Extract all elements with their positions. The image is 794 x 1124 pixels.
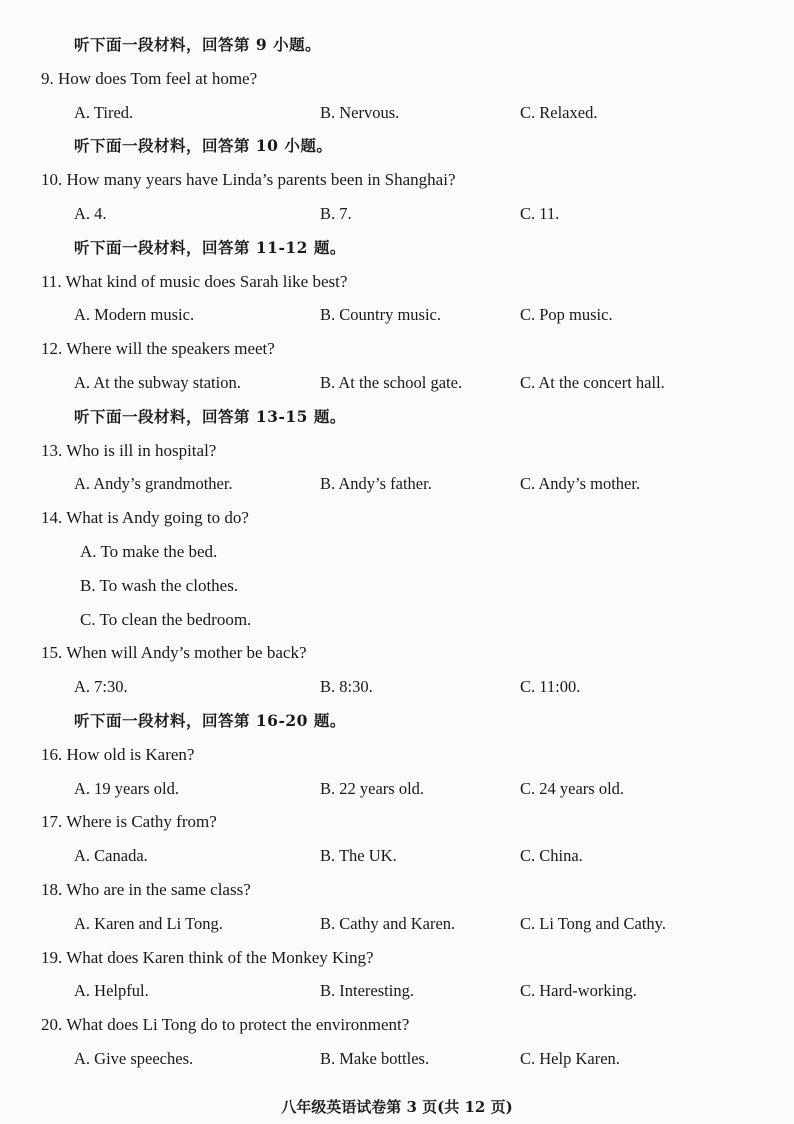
answer-option: A. 7:30. bbox=[74, 677, 128, 697]
answer-options-row bbox=[0, 298, 794, 332]
question-text: 12. Where will the speakers meet? bbox=[41, 339, 275, 359]
answer-options-row bbox=[0, 467, 794, 501]
answer-option: C. 11:00. bbox=[520, 677, 581, 697]
answer-option: B. Interesting. bbox=[320, 981, 414, 1001]
answer-option: B. Andy’s father. bbox=[320, 474, 432, 494]
answer-option: B. Cathy and Karen. bbox=[320, 913, 456, 933]
answer-option: A. Helpful. bbox=[74, 981, 149, 1001]
question-text: 16. How old is Karen? bbox=[41, 744, 195, 764]
section-instruction: 听下面一段材料，回答第 13-15 题。 bbox=[74, 406, 346, 426]
page-footer: 八年级英语试卷第 3 页(共 12 页) bbox=[281, 1098, 513, 1116]
answer-option: A. Give speeches. bbox=[74, 1049, 194, 1068]
answer-option: C. Relaxed. bbox=[520, 102, 598, 122]
answer-option: A. At the subway station. bbox=[74, 373, 241, 392]
answer-option: A. Andy’s grandmother. bbox=[74, 474, 233, 494]
answer-option: C. Li Tong and Cathy. bbox=[520, 913, 666, 933]
answer-option: B. Make bottles. bbox=[320, 1049, 430, 1068]
answer-options-row bbox=[0, 1042, 794, 1076]
answer-option: B. 7. bbox=[320, 204, 352, 223]
section-instruction: 听下面一段材料，回答第 11-12 题。 bbox=[74, 237, 346, 257]
answer-option: A. To make the bed. bbox=[80, 542, 218, 561]
answer-option: C. To clean the bedroom. bbox=[80, 609, 252, 629]
answer-options-row bbox=[0, 366, 794, 400]
answer-option: A. 4. bbox=[74, 204, 107, 223]
question-text: 19. What does Karen think of the Monkey King? bbox=[41, 947, 374, 967]
question-text: 20. What does Li Tong do to protect the environment? bbox=[41, 1015, 410, 1035]
answer-option: C. 24 years old. bbox=[520, 778, 625, 798]
question-text: 14. What is Andy going to do? bbox=[41, 508, 249, 528]
question-text: 15. When will Andy’s mother be back? bbox=[41, 643, 307, 663]
answer-option: C. 11. bbox=[520, 204, 560, 223]
answer-options-row bbox=[0, 772, 794, 806]
answer-options-row bbox=[0, 197, 794, 231]
answer-options-row bbox=[0, 907, 794, 941]
question-text: 13. Who is ill in hospital? bbox=[41, 440, 217, 460]
question-text: 11. What kind of music does Sarah like best? bbox=[41, 271, 348, 291]
answer-options-row bbox=[0, 974, 794, 1008]
answer-options-row bbox=[0, 96, 794, 130]
question-text: 9. How does Tom feel at home? bbox=[41, 68, 258, 88]
answer-options-row bbox=[0, 670, 794, 704]
answer-option: B. Country music. bbox=[320, 305, 442, 325]
question-text: 17. Where is Cathy from? bbox=[41, 812, 217, 832]
answer-option: C. China. bbox=[520, 846, 583, 866]
question-text: 18. Who are in the same class? bbox=[41, 880, 251, 899]
section-instruction: 听下面一段材料，回答第 16-20 题。 bbox=[74, 711, 346, 730]
answer-option: B. At the school gate. bbox=[320, 373, 463, 392]
answer-option: A. Modern music. bbox=[74, 305, 195, 325]
answer-option: B. 22 years old. bbox=[320, 778, 425, 798]
section-instruction: 听下面一段材料，回答第 9 小题。 bbox=[74, 35, 322, 54]
answer-option: A. Tired. bbox=[74, 102, 134, 122]
answer-option: B. To wash the clothes. bbox=[80, 575, 239, 595]
answer-option: C. Help Karen. bbox=[520, 1049, 620, 1068]
answer-option: B. Nervous. bbox=[320, 102, 400, 122]
answer-option: C. Pop music. bbox=[520, 305, 613, 325]
answer-option: C. Hard-working. bbox=[520, 981, 637, 1001]
question-text: 10. How many years have Linda’s parents been in Shanghai? bbox=[41, 170, 456, 190]
answer-option: A. 19 years old. bbox=[74, 778, 179, 798]
answer-options-row bbox=[0, 839, 794, 873]
answer-option: A. Canada. bbox=[74, 846, 148, 866]
answer-option: C. Andy’s mother. bbox=[520, 474, 641, 494]
answer-option: B. The UK. bbox=[320, 846, 397, 866]
section-instruction: 听下面一段材料，回答第 10 小题。 bbox=[74, 136, 333, 156]
answer-option: C. At the concert hall. bbox=[520, 373, 665, 392]
answer-option: B. 8:30. bbox=[320, 677, 373, 697]
answer-option: A. Karen and Li Tong. bbox=[74, 913, 223, 933]
